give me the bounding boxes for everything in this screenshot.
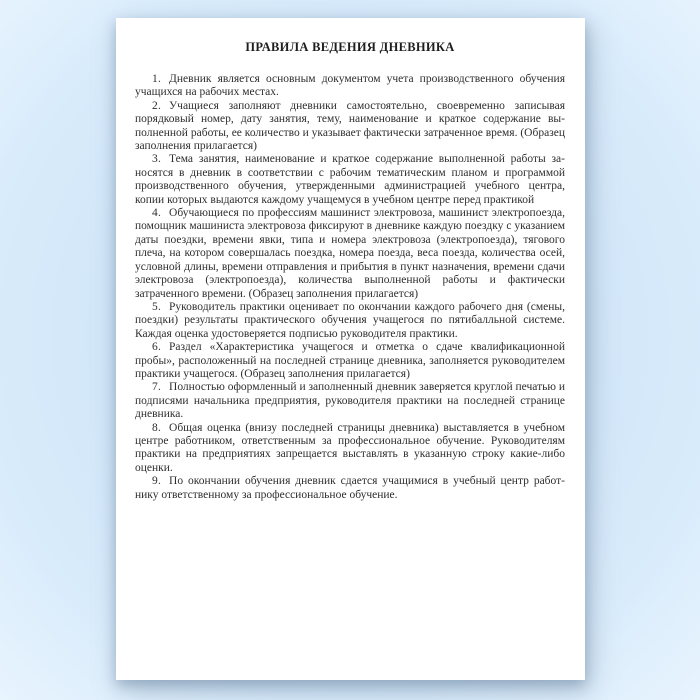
rule-text: Обучающиеся по профессиям машинист электровоза, машинист электропоезда, помощник машиниста электровоза фиксируют в дневнике каждую поездку с указанием даты поездки, времени явки, типа и номера электровоза (электропоезда), тягового плеча, на котором совершалась поездка, номера поезда, веса поезда, количества осей, условной длины, времени отправления и прибытия в пункт назначения, времени сдачи электровоза (электропоезда), количества выполненной работы и фактически затраченного времени. (Образец заполнения прилагается) (135, 207, 565, 300)
rule-paragraph-9 (135, 475, 565, 502)
rule-number: 8. (152, 421, 162, 434)
rule-text: По окончании обучения дневник сдается учащимися в учебный центр работнику ответственному за профессиональное обучение. (135, 475, 565, 501)
rules-list (135, 73, 565, 502)
rule-number: 7. (152, 381, 162, 394)
rule-text: Раздел «Характеристика учащегося и отметка о сдаче квалификационной пробы», расположенный на последней странице дневника, заполняется руководителем практики учащегося. (Образец заполнения прилагается) (135, 341, 565, 380)
rule-paragraph-1 (135, 73, 565, 100)
document-page (116, 18, 585, 680)
rule-text: Дневник является основным документом учета производственного обучения учащихся на рабочих местах. (135, 73, 565, 99)
rule-text: Полностью оформленный и заполненный дневник заверяется круглой печатью и подписями начальника предприятия, руководителя практики на последней странице дневника. (135, 381, 565, 421)
rule-text: Учащиеся заполняют дневники самостоятельно, своевременно записывая порядковый номер, дату занятия, тему, наименование и краткое содержание выполненной работы, ее количество и указывает фактически затраченное время. (Образец заполнения прилагается) (135, 99, 565, 153)
rule-number: 2. (152, 99, 162, 112)
rule-paragraph-3 (135, 153, 565, 207)
rule-number: 4. (152, 207, 162, 220)
rule-paragraph-4 (135, 207, 565, 301)
rule-text: Руководитель практики оценивает по окончании каждого рабочего дня (смены, поездки) результаты практического обучения учащегося по пятибалльной системе. Каждая оценка удостоверяется подписью руководителя практики. (135, 300, 565, 340)
rule-number: 1. (152, 73, 162, 85)
rule-number: 6. (152, 341, 162, 354)
rule-text: Общая оценка (внизу последней страницы дневника) выставляется в учебном центре работником, ответственным за профессиональное обучение. Руководителям практики на предприятиях запрещается выставлять в указанную строку какие-либо оценки. (135, 421, 565, 474)
rule-number: 3. (152, 153, 162, 166)
rule-paragraph-2 (135, 100, 565, 154)
rule-number: 5. (152, 300, 162, 313)
rule-paragraph-6 (135, 341, 565, 381)
document-title: ПРАВИЛА ВЕДЕНИЯ ДНЕВНИКА (245, 40, 455, 54)
rule-paragraph-5 (135, 301, 565, 341)
rule-paragraph-7 (135, 381, 565, 421)
rule-paragraph-8 (135, 422, 565, 476)
rule-text: Тема занятия, наименование и краткое содержание выполненной работы заносятся в дневник в соответствии с рабочим тематическим планом и программой производственного обучения, утвержденными администрацией учебного центра, копии которых выдаются каждому учащемуся в учебном центре перед практикой (135, 153, 565, 206)
rule-number: 9. (152, 475, 162, 488)
